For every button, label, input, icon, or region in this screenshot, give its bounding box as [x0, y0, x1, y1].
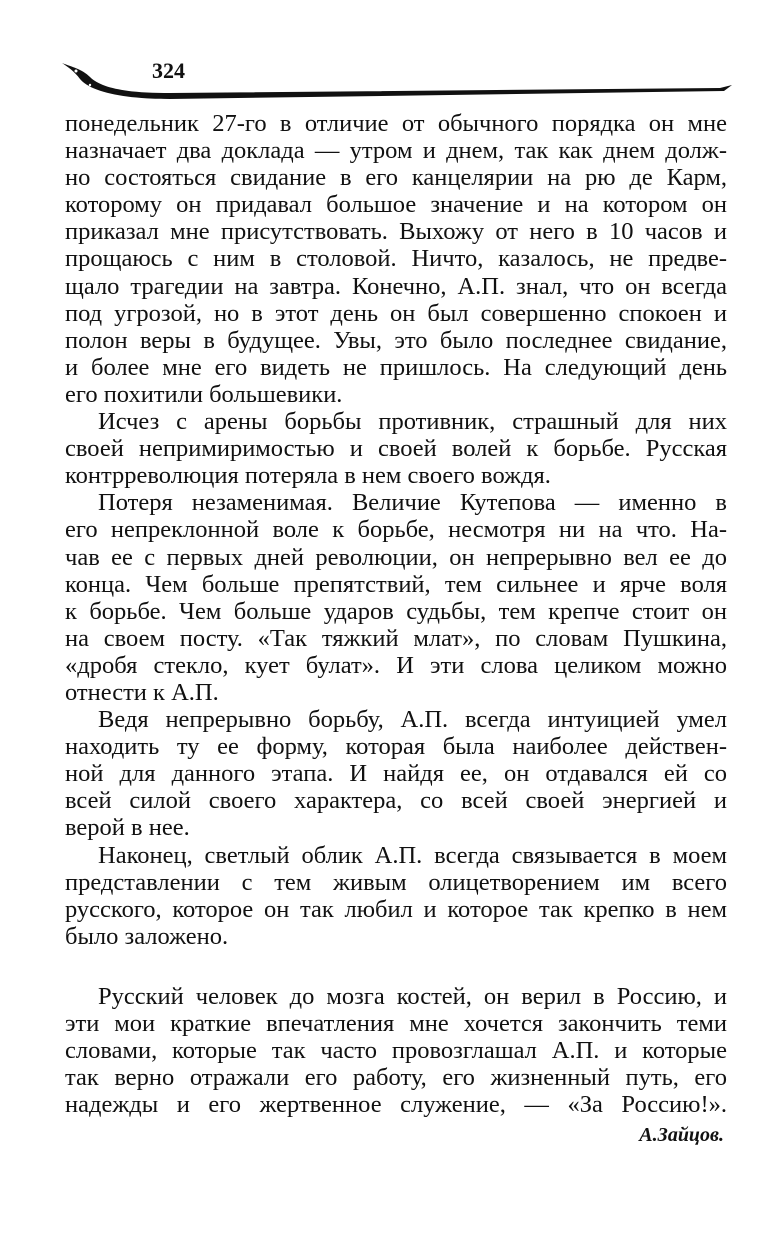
paragraph-gap [65, 950, 727, 983]
text-line: надежды и его жертвенное служение, — «За Россию!». [65, 1091, 727, 1119]
text-line: но состояться свидание в его канцелярии на рю де Карм, [65, 164, 727, 192]
text-line: его похитили большевики. [65, 380, 343, 408]
body-text [65, 110, 727, 1118]
paragraph [65, 110, 727, 408]
text-line: «дробя стекло, кует булат». И эти слова целиком можно [65, 651, 727, 679]
text-line: ной для данного этапа. И найдя ее, он отдавался ей со [65, 760, 727, 788]
text-line: назначает два доклада — утром и днем, так как днем долж- [65, 137, 727, 165]
paragraph [65, 842, 727, 950]
text-line: находить ту ее форму, которая была наиболее действен- [65, 733, 727, 761]
paragraph [65, 983, 727, 1118]
text-line: прощаюсь с ним в столовой. Ничто, казалось, не предве- [65, 245, 727, 273]
text-line: чав ее с первых дней революции, он непрерывно вел ее до [65, 543, 727, 571]
page-number: 324 [152, 58, 185, 83]
paragraph [65, 706, 727, 841]
text-line: верой в нее. [65, 814, 190, 842]
text-line: эти мои краткие впечатления мне хочется закончить теми [65, 1010, 727, 1037]
paragraph [65, 408, 727, 489]
text-line: Исчез с арены борьбы противник, страшный для них [98, 408, 727, 436]
text-line: отнести к А.П. [65, 678, 219, 706]
text-line: под угрозой, но в этот день он был совершенно спокоен и [65, 299, 727, 327]
text-line: представлении с тем живым олицетворением им всего [65, 868, 727, 896]
text-line: русского, которое он так любил и которое так крепко в нем [65, 895, 727, 923]
text-line: на своем посту. «Так тяжкий млат», по словам Пушкина, [65, 624, 727, 652]
text-line: всей силой своего характера, со всей своей энергией и [65, 787, 727, 815]
text-line: к борьбе. Чем больше ударов судьбы, тем крепче стоит он [65, 597, 727, 625]
text-line: словами, которые так часто провозглашал А.П. и которые [65, 1037, 727, 1065]
text-line: своей непримиримостью и своей волей к борьбе. Русская [65, 435, 727, 463]
text-line: понедельник 27-го в отличие от обычного порядка он мне [65, 110, 727, 137]
text-line: Русский человек до мозга костей, он верил в Россию, и [98, 982, 727, 1010]
text-line: так верно отражали его работу, его жизненный путь, его [65, 1064, 727, 1092]
text-line: было заложено. [65, 922, 229, 950]
paragraph [65, 489, 727, 706]
page-header [60, 55, 740, 105]
text-line: полон веры в будущее. Увы, это было последнее свидание, [65, 326, 727, 354]
text-line: которому он придавал большое значение и на котором он [65, 191, 727, 219]
text-line: его непреклонной воле к борьбе, несмотря ни на что. На- [65, 516, 727, 544]
text-line: контрреволюция потеряла в нем своего вождя. [65, 462, 551, 490]
author-signature: А.Зайцов. [639, 1124, 724, 1146]
text-line: приказал мне присутствовать. Выхожу от него в 10 часов и [65, 218, 727, 246]
text-line: щало трагедии на завтра. Конечно, А.П. знал, что он всегда [65, 272, 727, 300]
text-line: конца. Чем больше препятствий, тем сильнее и ярче воля [65, 570, 727, 598]
text-line: и более мне его видеть не пришлось. На следующий день [65, 353, 727, 381]
text-line: Наконец, светлый облик А.П. всегда связывается в моем [98, 841, 727, 869]
text-line: Ведя непрерывно борьбу, А.П. всегда интуицией умел [98, 706, 727, 734]
text-line: Потеря незаменимая. Величие Кутепова — именно в [98, 489, 727, 517]
